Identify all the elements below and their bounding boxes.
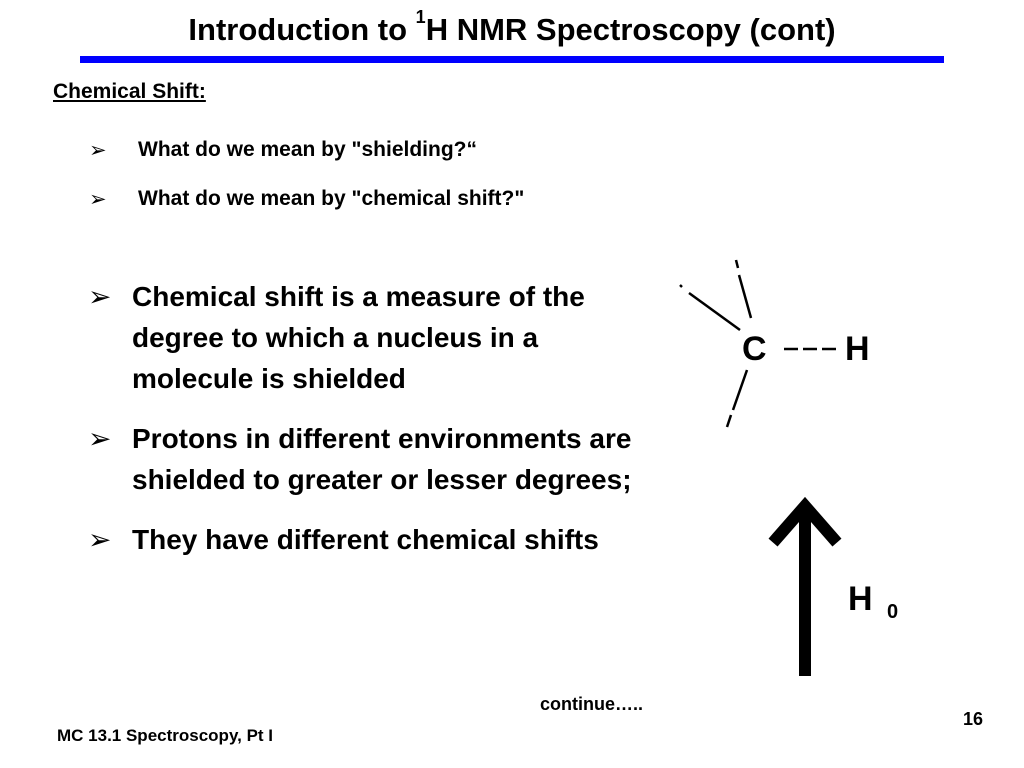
bond-lower (733, 370, 747, 410)
arrow-bullet-icon: ➢ (88, 422, 112, 455)
arrow-bullet-icon: ➢ (88, 523, 112, 556)
bond-upper-left (680, 285, 682, 287)
arrow-bullet-icon: ➢ (89, 187, 107, 211)
section-heading: Chemical Shift: (53, 80, 206, 103)
question-text: What do we mean by "chemical shift?" (138, 187, 525, 210)
continue-note: continue….. (540, 694, 643, 714)
title-superscript: 1 (415, 7, 426, 27)
arrow-bullet-icon: ➢ (89, 138, 107, 162)
field-subscript: 0 (887, 601, 899, 623)
bond-upper (736, 260, 738, 268)
bullet-text: Protons in different environments are shielded to greater or lesser degrees; (132, 423, 632, 495)
footer-text: MC 13.1 Spectroscopy, Pt I (57, 726, 274, 745)
carbon-atom-label: C (742, 330, 767, 368)
bullet-text: Chemical shift is a measure of the degree to which a nucleus in a molecule is shielded (132, 281, 585, 394)
bond-upper (739, 275, 751, 318)
bond-lower (727, 415, 731, 427)
field-label: H (848, 580, 873, 618)
arrow-bullet-icon: ➢ (88, 280, 112, 313)
up-arrow-icon (777, 506, 833, 676)
bond-upper-left (689, 293, 740, 330)
page-number: 16 (963, 709, 984, 729)
bullet-text: They have different chemical shifts (132, 524, 599, 555)
title-prefix: Introduction to (188, 12, 416, 47)
question-text: What do we mean by "shielding?“ (138, 138, 477, 161)
hydrogen-atom-label: H (845, 330, 870, 368)
title-suffix: H NMR Spectroscopy (cont) (425, 12, 836, 47)
